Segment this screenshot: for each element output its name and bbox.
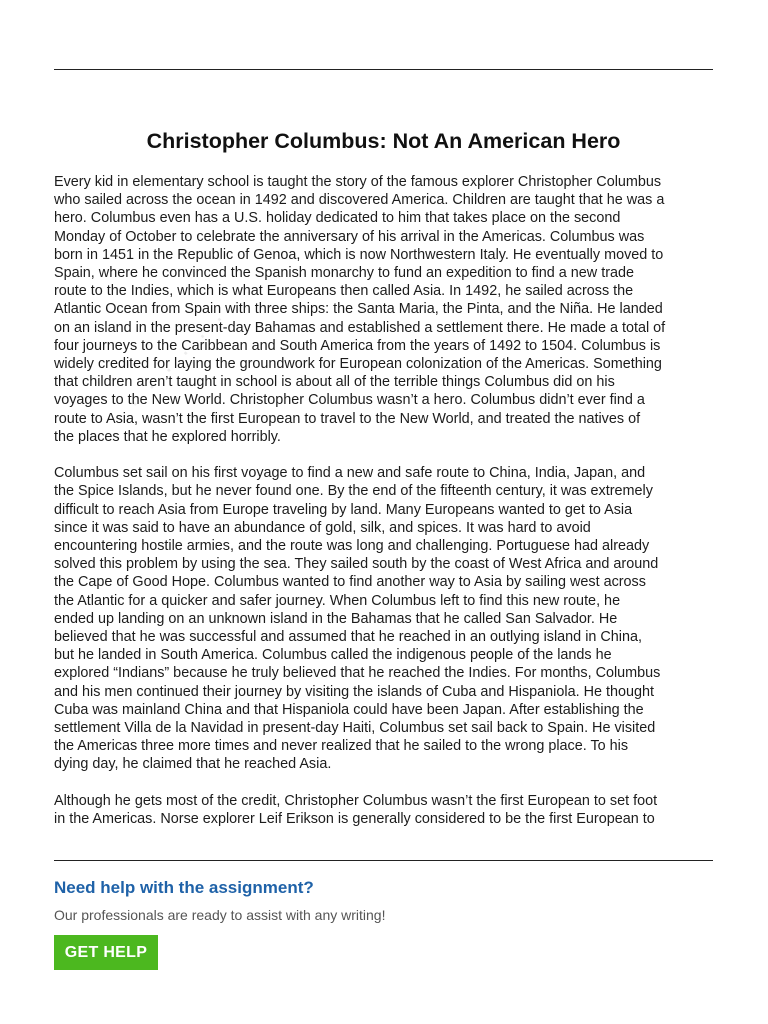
essay-line: four journeys to the Caribbean and South America from the years of 1492 to 1504. Columbus is [54,337,661,354]
essay-line: route to Asia, wasn’t the first European to travel to the New World, and treated the natives of [54,410,641,427]
essay-paragraph [54,792,713,828]
essay-line: difficult to reach Asia from Europe traveling by land. Many Europeans wanted to get to Asia [54,501,633,518]
help-subtext: Our professionals are ready to assist with any writing! [54,907,386,923]
essay-line: Columbus set sail on his first voyage to find a new and safe route to China, India, Japan, and [54,465,646,482]
document-title: Christopher Columbus: Not An American Hero [146,129,621,153]
essay-body [54,173,713,835]
essay-line: Monday of October to celebrate the anniversary of his arrival in the Americas. Columbus was [54,228,645,245]
essay-line: that children aren’t taught in school is about all of the terrible things Columbus did on his [54,374,615,391]
essay-line: since it was said to have an abundance of gold, silk, and spices. It was hard to avoid [54,519,591,536]
essay-line: who sailed across the ocean in 1492 and discovered America. Children are taught that he was a [54,192,665,209]
watermark: · · · · · · [120,301,235,417]
essay-line: Spain, where he convinced the Spanish monarchy to fund an expedition to find a new trade [54,265,635,282]
essay-line: but he landed in South America. Columbus called the indigenous people of the lands he [54,647,612,664]
essay-line: the Cape of Good Hope. Columbus wanted to find another way to Asia by sailing west across [54,574,646,591]
essay-line: route to the Indies, which is what Europeans then called Asia. In 1492, he sailed across the [54,283,634,300]
essay-line: Atlantic Ocean from Spain with three ships: the Santa Maria, the Pinta, and the Niña. He landed [54,301,663,318]
essay-line: Cuba was mainland China and that Hispaniola could have been Japan. After establishing the [54,701,644,718]
essay-line: in the Americas. Norse explorer Leif Erikson is generally considered to be the first European to [54,811,655,828]
essay-line: born in 1451 in the Republic of Genoa, which is now Northwestern Italy. He eventually moved to [54,246,664,263]
get-help-button[interactable]: GET HELP [54,935,158,970]
essay-line: Every kid in elementary school is taught the story of the famous explorer Christopher Columbus [54,174,662,190]
help-heading: Need help with the assignment? [54,878,314,897]
essay-line: dying day, he claimed that he reached Asia. [54,756,332,773]
essay-line: settlement Villa de la Navidad in present-day Haiti, Columbus set sail back to Spain. He visited [54,720,656,737]
essay-paragraph [54,173,713,446]
essay-line: solved this problem by using the sea. They sailed south by the coast of West Africa and around [54,556,659,573]
essay-line: encountering hostile armies, and the route was long and challenging. Portuguese had already [54,538,650,555]
essay-line: widely credited for laying the groundwork for European colonization of the Americas. Something [54,356,662,373]
essay-line: the places that he explored horribly. [54,428,281,445]
essay-line: hero. Columbus even has a U.S. holiday dedicated to him that takes place on the second [54,210,621,227]
essay-line: the Americas three more times and never realized that he sailed to the wrong place. To his [54,738,629,755]
essay-line: ended up landing on an unknown island in the Bahamas that he called San Salvador. He [54,610,618,627]
top-divider [54,69,713,70]
essay-line: the Atlantic for a quicker and safer journey. When Columbus left to find this new route, he [54,592,621,609]
essay-line: explored “Indians” because he truly believed that he reached the Indies. For months, Columbus [54,665,661,682]
essay-line: believed that he was successful and assumed that he reached in an outlying island in China, [54,629,642,646]
essay-line: the Spice Islands, but he never found one. By the end of the fifteenth century, it was extremely [54,483,653,500]
essay-line: and his men continued their journey by visiting the islands of Cuba and Hispaniola. He thought [54,683,654,700]
essay-paragraph [54,464,713,773]
essay-line: voyages to the New World. Christopher Columbus wasn’t a hero. Columbus didn’t ever find a [54,392,645,409]
essay-line: Although he gets most of the credit, Christopher Columbus wasn’t the first European to set foot [54,792,658,809]
bottom-divider [54,860,713,861]
essay-line: on an island in the present-day Bahamas and established a settlement there. He made a total of [54,319,666,336]
